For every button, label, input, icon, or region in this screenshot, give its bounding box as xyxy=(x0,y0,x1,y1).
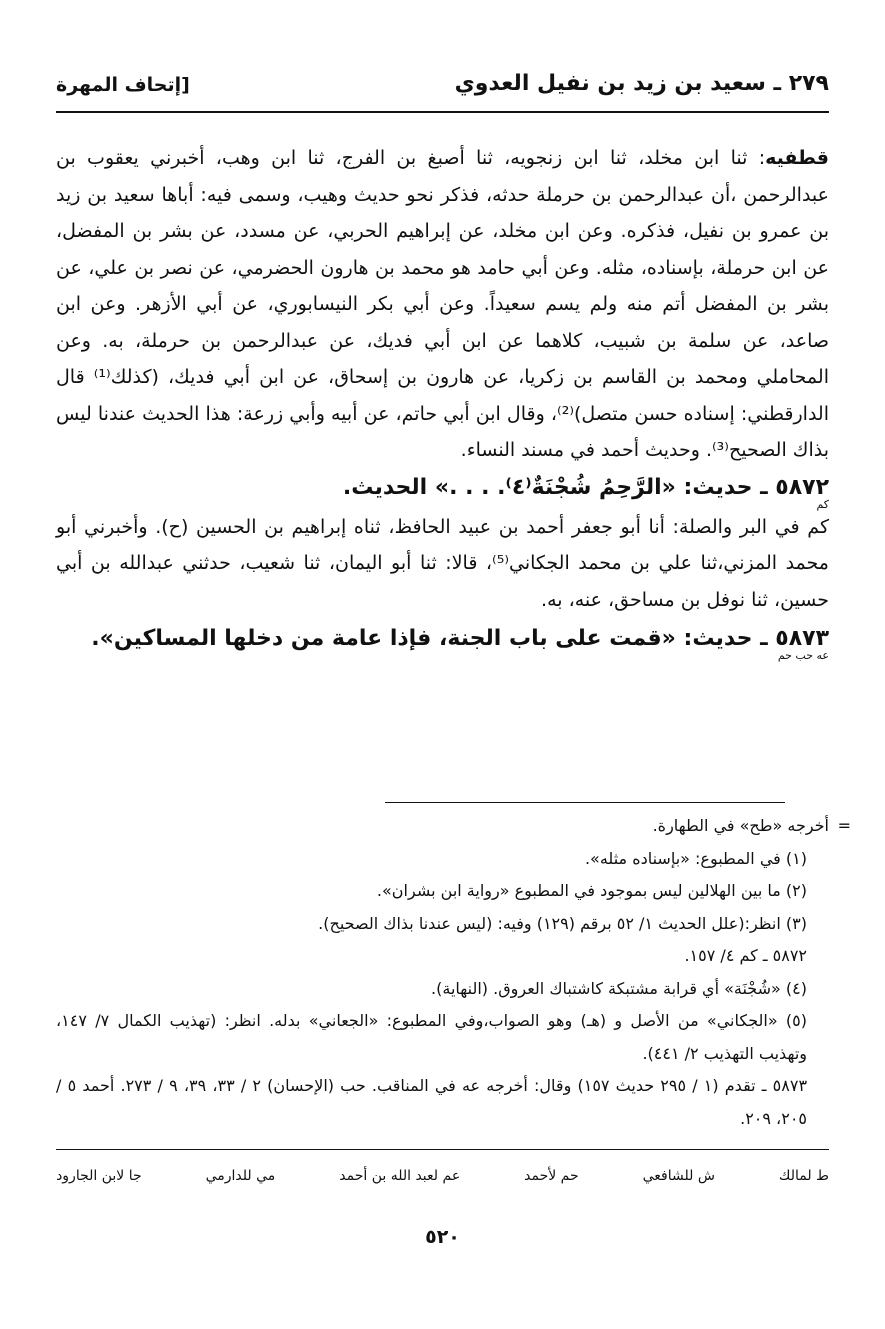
abbreviation-key xyxy=(56,1168,829,1184)
hadith-5873 xyxy=(56,620,829,662)
abbr-item: حم لأحمد xyxy=(524,1168,579,1184)
running-header xyxy=(56,62,829,96)
footnote-4: (٤) «شُجْنَة» أي قرابة مشتبكة كاشتباك العروق. (النهاية). xyxy=(431,978,807,998)
header-chapter-title: ٢٧٩ ـ سعيد بن زيد بن نفيل العدوي xyxy=(454,71,829,96)
hadith-5873-title: ٥٨٧٣ ـ حديث: «قمت على باب الجنة، فإذا عامة من دخلها المساكين». xyxy=(91,626,829,651)
footnote-3: (٣) انظر:(علل الحديث ١/ ٥٢ برقم (١٢٩) وفيه: (ليس عندنا بذاك الصحيح). xyxy=(318,913,807,933)
hadith-5872-title: ٥٨٧٢ ـ حديث: «الرَّحِمُ شُجْنَةٌ⁽٤⁾. . . .» الحديث. xyxy=(342,474,829,500)
footnote-5872: ٥٨٧٢ ـ كم ٤/ ١٥٧. xyxy=(684,946,807,965)
chain-text: : ثنا ابن مخلد، ثنا ابن زنجويه، ثنا أصبغ بن الفرج، ثنا ابن وهب، أخبرني يعقوب بن عبدالرحمن ،أن عبدالرحمن بن حرملة حدثه، فذكر نحو حديث وهيب، وسمى فيه: أباها سعيد بن زيد بن عمرو بن نفيل، فذكره. وعن ابن مخلد، عن إبراهيم الحربي، عن مسدد، عن بشر بن المفضل، عن ابن حرملة، بإسناده، مثله. وعن أبي حامد هو محمد بن هارون الحضرمي، عن نصر بن علي، عن بشر بن المفضل أتم منه ولم يسم سعيداً. وعن أبي بكر النيسابوري، عن أبي الأزهر. وعن ابن صاعد، عن سلمة بن شبيب، كلاهما عن ابن أبي فديك، عن عبدالرحمن بن حرملة، به. وعن المحاملي ومحمد بن القاسم بن زكريا، عن هارون بن إسحاق، عن ابن أبي فديك، (كذلك⁽¹⁾ قال الدارقطني: إسناده حسن متصل)⁽²⁾، وقال ابن أبي حاتم، عن أبيه وأبي زرعة: هذا الحديث عندنا ليس بذاك الصحيح⁽³⁾. وحديث أحمد في مسند النساء. xyxy=(56,147,830,461)
footnote-5873: ٥٨٧٣ ـ تقدم (١ / ٢٩٥ حديث ١٥٧) وقال: أخرجه عه في المناقب. حب (الإحسان) ٢ / ٣٣، ٣٩، ٩ / ٢٧٣. أحمد ٥ / ٢٠٥، ٢٠٩. xyxy=(56,1076,808,1128)
abbr-item: جا لابن الجارود xyxy=(56,1168,142,1184)
header-divider xyxy=(56,111,829,113)
main-text xyxy=(56,140,830,662)
abbr-item: عم لعبد الله بن أحمد xyxy=(339,1168,461,1184)
page-number: ٥٢٠ xyxy=(425,1226,460,1248)
header-book-title: [إتحاف المهرة xyxy=(56,74,190,96)
abbr-item: ش للشافعي xyxy=(642,1168,715,1184)
hadith-5872-code: كم xyxy=(816,497,829,511)
hadith-5872-paragraph: كم في البر والصلة: أنا أبو جعفر أحمد بن عبيد الحافظ، ثناه إبراهيم بن الحسين (ح). وأخبرني أبو محمد المزني،ثنا علي بن محمد الجكاني⁽⁵⁾، قالا: ثنا أبو اليمان، ثنا شعيب، حدثني عبدالله بن أبي حسين، ثنا نوفل بن مساحق، عنه، به. xyxy=(56,515,829,611)
continuation-mark: = xyxy=(837,816,851,835)
chain-paragraph xyxy=(56,140,829,469)
continuation-text: أخرجه «طح» في الطهارة. xyxy=(652,816,829,835)
footnote-2: (٢) ما بين الهلالين ليس بموجود في المطبوع «رواية ابن بشران». xyxy=(376,881,807,900)
chain-lead: قطفيه xyxy=(765,147,829,169)
hadith-5873-code: عه حب حم xyxy=(777,649,829,662)
footnote-divider xyxy=(385,802,785,803)
abbr-item: ط لمالك xyxy=(778,1168,829,1184)
footnote-1: (١) في المطبوع: «بإسناده مثله». xyxy=(584,848,807,868)
hadith-5872 xyxy=(56,469,829,511)
abbreviation-divider xyxy=(56,1149,829,1150)
footnotes xyxy=(56,810,851,1135)
footnote-5: (٥) «الجكاني» من الأصل و (هـ) وهو الصواب،وفي المطبوع: «الجعاني» بدله. انظر: (تهذيب الكمال ٧/ ١٤٧، وتهذيب التهذيب ٢/ ٤٤١). xyxy=(56,1011,807,1063)
abbr-item: مي للدارمي xyxy=(205,1168,276,1184)
footnote-continuation xyxy=(56,810,851,843)
